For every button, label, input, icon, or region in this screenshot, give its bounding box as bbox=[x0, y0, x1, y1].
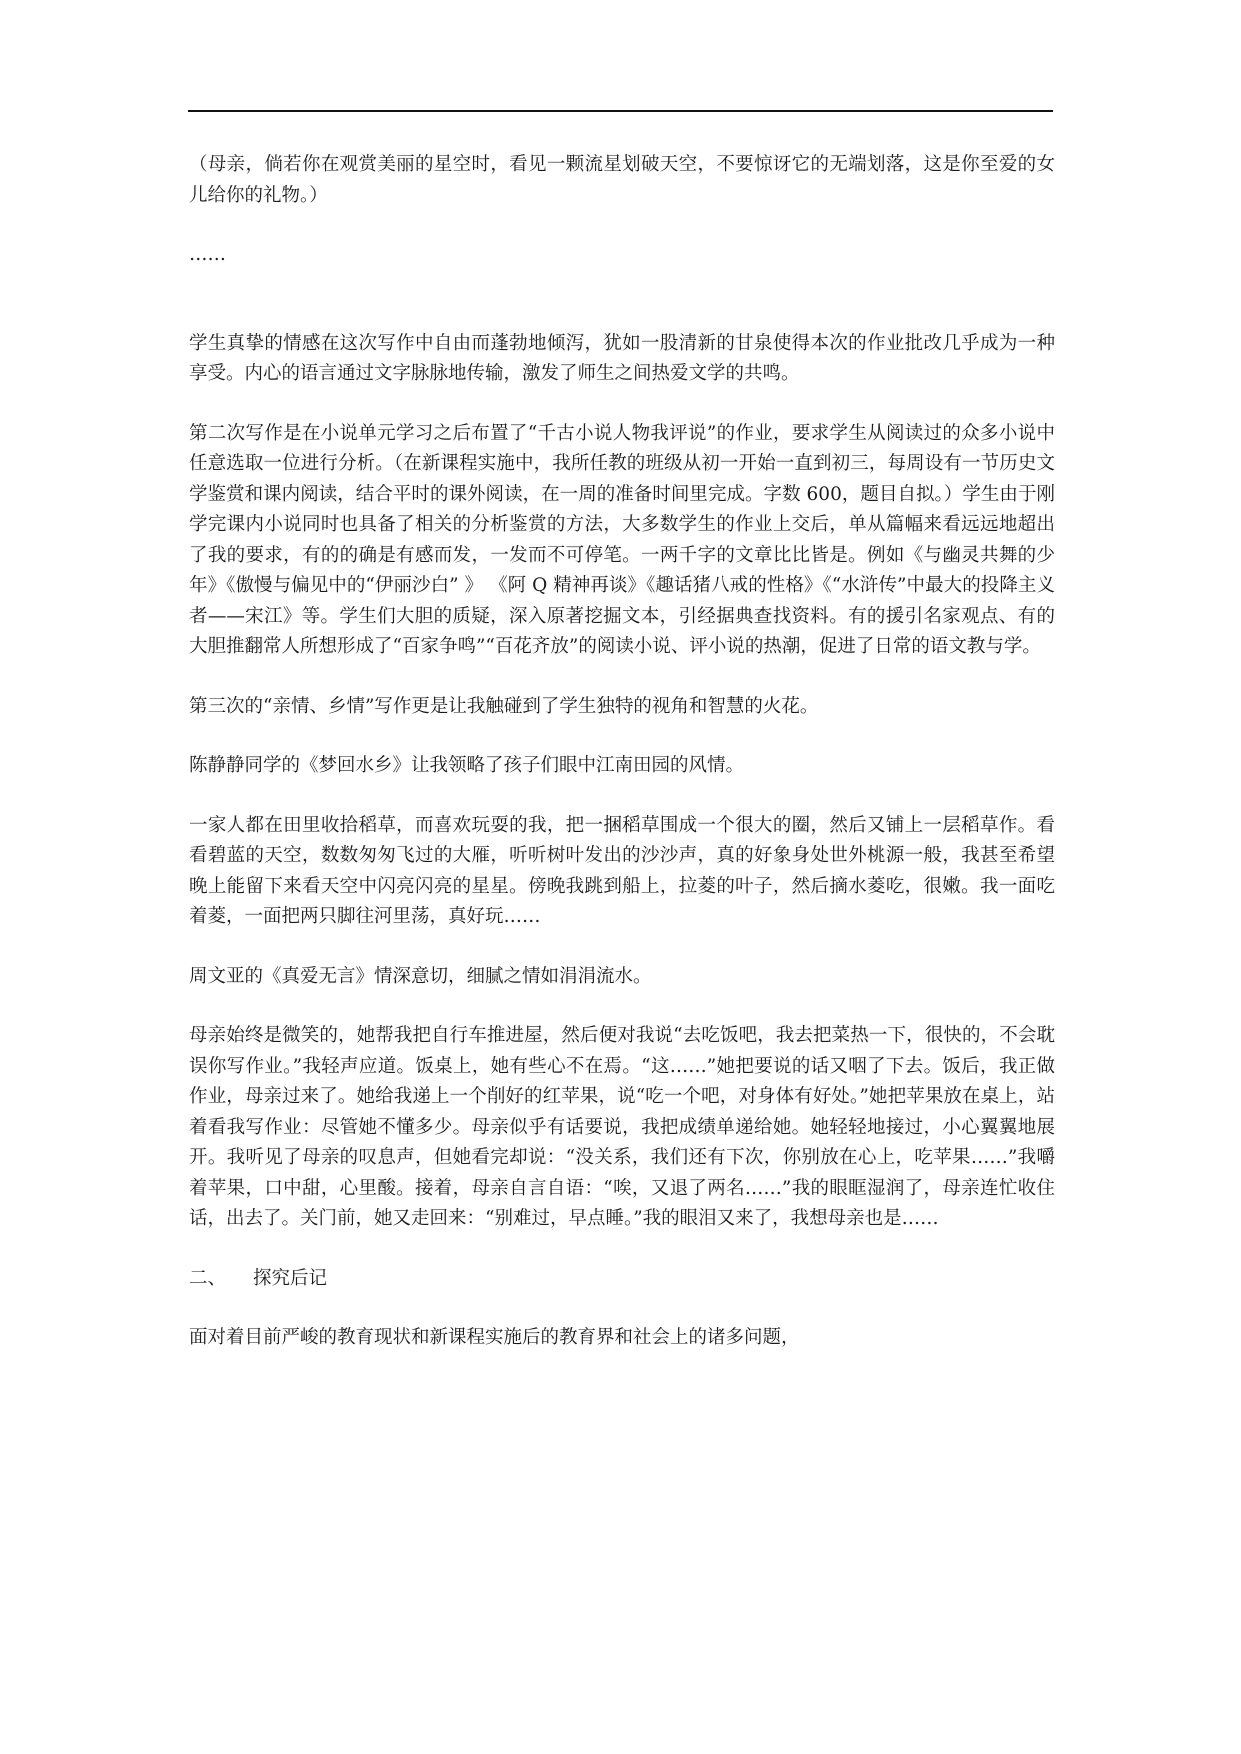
section-title: 探究后记 bbox=[253, 1267, 328, 1289]
student-emotion-summary: 学生真挚的情感在这次写作中自由而蓬勃地倾泻，犹如一股清新的甘泉使得本次的作业批改几乎成为一种享受。内心的语言通过文字脉脉地传输，激发了师生之间热爱文学的共鸣。 bbox=[189, 332, 1055, 384]
zhou-excerpt-paragraph: 母亲始终是微笑的，她帮我把自行车推进屋，然后便对我说“去吃饭吧，我去把菜热一下，很快的，不会耽误你写作业。”我轻声应道。饭桌上，她有些心不在焉。“这……”她把要说的话又咽了下去。饭后，我正做作业，母亲过来了。她给我递上一个削好的红苹果，说“吃一个吧，对身体有好处。”她把苹果放在桌上，站着看我写作业：尽管她不懂多少。母亲似乎有话要说，我把成绩单递给她。她轻轻地接过，小心翼翼地展开。我听见了母亲的叹息声，但她看完却说：“没关系，我们还有下次，你别放在心上，吃苹果……”我嚼着苹果，口中甜，心里酸。接着，母亲自言自语：“唉，又退了两名……”我的眼眶湿润了，母亲连忙收住话，出去了。关门前，她又走回来：“别难过，早点睡。”我的眼泪又来了，我想母亲也是…… bbox=[189, 1025, 1055, 1229]
ellipsis-line: …… bbox=[189, 244, 226, 265]
second-assignment-paragraph: 第二次写作是在小说单元学习之后布置了“千古小说人物我评说”的作业，要求学生从阅读过的众多小说中任意选取一位进行分析。（在新课程实施中，我所任教的班级从初一开始一直到初三，每周设有一节历史文学鉴赏和课内阅读，结合平时的课外阅读，在一周的准备时间里完成。字数 600，题目自拟。）学生由于刚学完课内小说同时也具备了相关的分析鉴赏的方法，大多数学生的作业上交后，单从篇幅来看远远地超出了我的要求，有的的确是有感而发，一发而不可停笔。一两千字的文章比比皆是。例如《与幽灵共舞的少年》《傲慢与偏见中的“伊丽沙白” 》 《阿 Q 精神再谈》《趣话猪八戒的性格》《“水浒传”中最大的投降主义者——宋江》等。学生们大胆的质疑，深入原著挖掘文本，引经据典查找资料。有的援引名家观点、有的大胆推翻常人所想形成了“百家争鸣”“百花齐放”的阅读小说、评小说的热潮，促进了日常的语文教与学。 bbox=[189, 422, 1055, 657]
chen-excerpt-paragraph: 一家人都在田里收拾稻草，而喜欢玩耍的我，把一捆稻草围成一个很大的圈，然后又铺上一层稻草作。看看碧蓝的天空，数数匆匆飞过的大雁，听听树叶发出的沙沙声，真的好象身处世外桃源一般，我甚至希望晚上能留下来看天空中闪亮闪亮的星星。傍晚我跳到船上，拉菱的叶子，然后摘水菱吃，很嫩。我一面吃着菱，一面把两只脚往河里荡，真好玩…… bbox=[189, 814, 1055, 927]
document-body bbox=[189, 150, 1055, 1383]
section-heading bbox=[189, 1264, 1055, 1295]
closing-paragraph: 面对着目前严峻的教育现状和新课程实施后的教育界和社会上的诸多问题， bbox=[189, 1327, 800, 1348]
section-number: 二、 bbox=[189, 1267, 227, 1289]
mother-letter-quote: （母亲，倘若你在观赏美丽的星空时，看见一颗流星划破天空，不要惊讶它的无端划落，这是你至爱的女儿给你的礼物。） bbox=[189, 154, 1055, 206]
chen-intro-paragraph: 陈静静同学的《梦回水乡》让我领略了孩子们眼中江南田园的风情。 bbox=[189, 755, 745, 776]
third-assignment-paragraph: 第三次的“亲情、乡情”写作更是让我触碰到了学生独特的视角和智慧的火花。 bbox=[189, 695, 819, 717]
zhou-intro-paragraph: 周文亚的《真爱无言》情深意切，细腻之情如涓涓流水。 bbox=[189, 965, 652, 987]
header-rule bbox=[188, 110, 1053, 112]
